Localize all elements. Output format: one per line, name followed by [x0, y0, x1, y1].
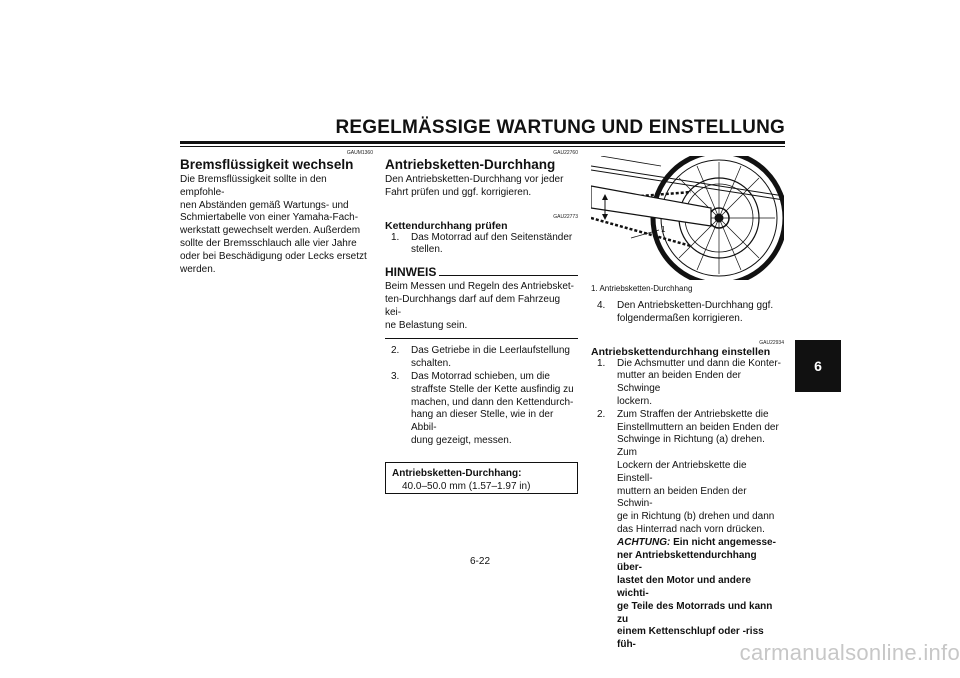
text-line: Die Bremsflüssigkeit sollte in den empfohle- [180, 174, 327, 198]
text-line: mutter an beiden Enden der Schwinge [617, 370, 741, 395]
text-line: sollte der Bremsschlauch alle vier Jahre [180, 237, 357, 249]
step-number: 4. [597, 300, 606, 311]
list-item [597, 409, 784, 652]
text-line: einem Kettenschlupf oder -riss füh- [617, 626, 764, 651]
text-line: lastet den Motor und andere wichti- [617, 575, 751, 599]
page-title: REGELMÄSSIGE WARTUNG UND EINSTELLUNG [335, 117, 785, 138]
text-line: stellen. [411, 244, 443, 256]
text-line: ner Antriebskettendurchhang über- [617, 549, 757, 574]
chapter-tab: 6 [795, 340, 841, 392]
step-list [597, 358, 784, 652]
header-rule [180, 141, 785, 144]
warning-text [617, 537, 776, 650]
section-intro [385, 174, 578, 200]
step-number: 3. [391, 370, 400, 382]
list-item [391, 345, 578, 371]
text-line: Den Antriebsketten-Durchhang vor jeder [385, 174, 564, 185]
text-line: werden. [180, 263, 216, 275]
text-line: Schmiertabelle von einer Yamaha-Fach- [180, 212, 359, 224]
text-line: Die Achsmutter und dann die Konter- [617, 357, 781, 369]
section-title: Antriebsketten-Durchhang [385, 157, 556, 172]
text-line: ten-Durchhangs darf auf dem Fahrzeug kei- [385, 293, 561, 318]
column-chain-slack [385, 150, 578, 494]
section-code: GAU22773 [553, 213, 578, 220]
text-line: dung gezeigt, messen. [411, 434, 512, 446]
text-line: ge Teile des Motorrads und kann zu [617, 600, 773, 625]
step-list [391, 232, 578, 258]
section-body [180, 174, 373, 276]
chain-figure [591, 156, 784, 280]
text-line: Einstellmuttern an beiden Enden der [617, 421, 779, 433]
text-line: das Hinterrad nach vorn drücken. [617, 523, 765, 535]
header-rule-thin [180, 146, 785, 147]
note-end-rule [385, 338, 578, 339]
list-item [391, 371, 578, 448]
section-code: GAU22760 [553, 150, 578, 156]
spec-box [385, 462, 578, 494]
spec-value: 40.0–50.0 mm (1.57–1.97 in) [402, 480, 531, 492]
text-line: oder bei Beschädigung oder Lecks ersetzt [180, 250, 367, 262]
step-list [597, 300, 784, 326]
text-line: Den Antriebsketten-Durchhang ggf. [617, 300, 774, 311]
step-number: 2. [391, 345, 400, 357]
step-number: 2. [597, 408, 606, 420]
figure-caption: 1. Antriebsketten-Durchhang [591, 284, 693, 293]
list-item [391, 232, 578, 258]
text-line: Fahrt prüfen und ggf. korrigieren. [385, 186, 532, 198]
text-line: Beim Messen und Regeln des Antriebsket- [385, 281, 574, 293]
subsection-title: Kettendurchhang prüfen [385, 219, 508, 232]
text-line: Ein nicht angemesse- [670, 536, 776, 548]
spec-label: Antriebsketten-Durchhang: [392, 467, 522, 479]
note-rule [439, 275, 578, 276]
section-title: Bremsflüssigkeit wechseln [180, 157, 354, 172]
text-line: Das Motorrad schieben, um die [411, 370, 550, 382]
warning-label: ACHTUNG: [617, 536, 671, 548]
subsection-title: Antriebskettendurchhang einstellen [591, 345, 771, 358]
text-line: hang an dieser Stelle, wie in der Abbil- [411, 409, 554, 434]
note-header [385, 265, 578, 279]
column-chain-adjust [591, 300, 784, 652]
step-list [391, 345, 578, 447]
text-line: Lockern der Antriebskette die Einstell- [617, 459, 747, 484]
text-line: machen, und dann den Kettendurch- [411, 396, 574, 408]
figure-callout: 1 [661, 225, 666, 234]
text-line: Das Getriebe in die Leerlaufstellung [411, 345, 570, 357]
text-line: straffste Stelle der Kette ausfindig zu [411, 383, 574, 395]
section-code: GAU22934 [759, 339, 784, 346]
text-line: ge in Richtung (b) drehen und dann [617, 511, 775, 523]
text-line: nen Abständen gemäß Wartungs- und [180, 199, 349, 211]
text-line: Das Motorrad auf den Seitenständer [411, 231, 573, 243]
list-item [597, 358, 784, 409]
list-item [597, 300, 784, 326]
text-line: lockern. [617, 395, 653, 407]
column-brake-fluid [180, 150, 373, 276]
text-line: schalten. [411, 358, 452, 370]
section-code: GAUM1360 [346, 150, 373, 156]
text-line: folgendermaßen korrigieren. [617, 312, 743, 324]
text-line: ne Belastung sein. [385, 319, 468, 331]
step-number: 1. [597, 357, 606, 369]
note-label: HINWEIS [385, 265, 437, 280]
rear-wheel-illustration [591, 156, 784, 280]
watermark: carmanualsonline.info [739, 640, 960, 665]
text-line: Schwinge in Richtung (a) drehen. Zum [617, 434, 765, 459]
page-number: 6-22 [469, 556, 490, 567]
text-line: Zum Straffen der Antriebskette die [617, 408, 769, 420]
text-line: muttern an beiden Enden der Schwin- [617, 485, 747, 510]
text-line: werkstatt gewechselt werden. Außerdem [180, 225, 361, 237]
note-body [385, 281, 578, 332]
step-number: 1. [391, 231, 400, 243]
